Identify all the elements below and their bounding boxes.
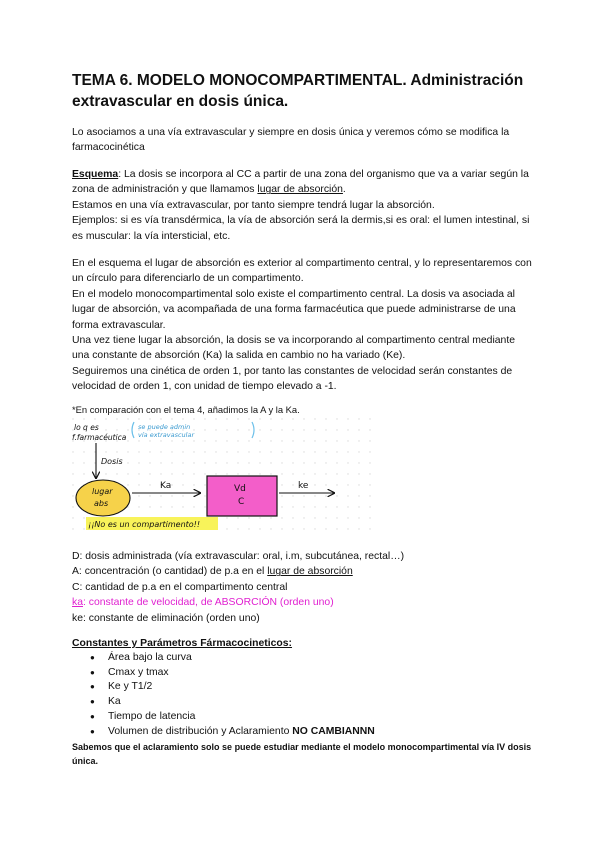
esquema-text-2: . — [342, 184, 346, 196]
dosis-label: Dosis — [101, 457, 123, 466]
esquema-paragraph — [72, 167, 532, 244]
model-line-1: En el esquema el lugar de absorción es exterior al compartimento central, y lo representaremos con un círculo para diferenciarlo de un compartimento. — [72, 258, 532, 285]
ka-label: Ka — [160, 481, 172, 491]
comparison-note: *En comparación con el tema 4, añadimos la A y la Ka. — [72, 404, 300, 415]
list-item — [72, 725, 532, 740]
esquema-text-1: : La dosis se incorpora al CC a partir de una zona del organismo que va a variar según la zona de administración y que llamamos — [72, 169, 529, 196]
last-item-text: Volumen de distribución y Aclaramiento — [108, 725, 293, 737]
absorption-site-circle — [76, 480, 130, 516]
definitions-block — [72, 549, 532, 626]
lugar-absorcion-link: lugar de absorción — [257, 184, 343, 196]
esquema-label: Esquema — [72, 169, 119, 180]
def-a-link: lugar de absorción — [267, 566, 353, 578]
compartment-diagram — [72, 418, 372, 536]
model-line-3: Una vez tiene lugar la absorción, la dosis se va incorporando al compartimento central mediante una constante de absorción (Ka) la salida en cambio no ha variado (Ke). — [72, 335, 515, 362]
def-c: C: cantidad de p.a en el compartimento central — [72, 581, 288, 593]
bubble-line-1: se puede admin — [138, 423, 191, 431]
def-d: D: dosis administrada (vía extravascular: oral, i.m, subcutánea, rectal…) — [72, 551, 405, 562]
list-item: ● Tiempo de latencia — [72, 710, 532, 725]
esquema-line-3: Ejemplos: si es vía transdérmica, la vía de absorción será la dermis,si es oral: el lumen intestinal, si es muscular: la vía intersticial, etc. — [72, 215, 530, 242]
intro-paragraph: Lo asociamos a una vía extravascular y siempre en dosis única y veremos cómo se modifica la farmacocinética — [72, 127, 510, 154]
last-item-bold: NO CAMBIANNN — [292, 725, 375, 737]
def-ka-label: ka — [72, 597, 83, 609]
highlight-text: ¡¡No es un compartimento!! — [88, 520, 201, 529]
page-title: TEMA 6. MODELO MONOCOMPARTIMENTAL. Administración extravascular en dosis única. — [72, 72, 524, 110]
box-label-2: C — [238, 497, 245, 507]
bubble-line-2: vía extravascular — [138, 431, 195, 439]
ke-label: ke — [298, 481, 309, 491]
def-ke: ke: constante de eliminación (orden uno) — [72, 612, 260, 624]
list-item: ● Ka — [72, 695, 532, 710]
note-left-1: lo q es — [74, 423, 99, 432]
central-compartment-box — [207, 476, 277, 516]
box-label-1: Vd — [234, 484, 246, 494]
constants-list — [72, 651, 532, 739]
circle-label-2: abs — [94, 499, 109, 508]
footer-note: Sabemos que el aclaramiento solo se puede estudiar mediante el modelo monocompartimental vía IV dosis única. — [72, 742, 532, 766]
note-left-2: f.farmacéutica — [72, 433, 127, 442]
model-line-4: Seguiremos una cinética de orden 1, por tanto las constantes de velocidad serán constantes de velocidad de orden 1, con unidad de tiempo elevado a -1. — [72, 365, 513, 393]
constants-heading: Constantes y Parámetros Fármacocineticos: — [72, 638, 293, 649]
def-a-prefix: A: concentración (o cantidad) de p.a en el — [72, 566, 268, 578]
esquema-line-2: Estamos en una vía extravascular, por tanto siempre tendrá lugar la absorción. — [72, 199, 435, 211]
list-item: ● Área bajo la curva — [72, 651, 532, 666]
def-ka-text: : constante de velocidad, de ABSORCIÓN (orden uno) — [82, 597, 334, 609]
circle-label-1: lugar — [92, 487, 113, 496]
model-line-2: En el modelo monocompartimental solo existe el compartimento central. La dosis va asociada al lugar de absorción, va acompañada de una forma farmacéutica que puede administrarse de una forma extravascular. — [72, 288, 516, 331]
list-item: ● Ke y T1/2 — [72, 680, 532, 695]
model-paragraph — [72, 256, 532, 395]
list-item: ● Cmax y tmax — [72, 666, 532, 681]
